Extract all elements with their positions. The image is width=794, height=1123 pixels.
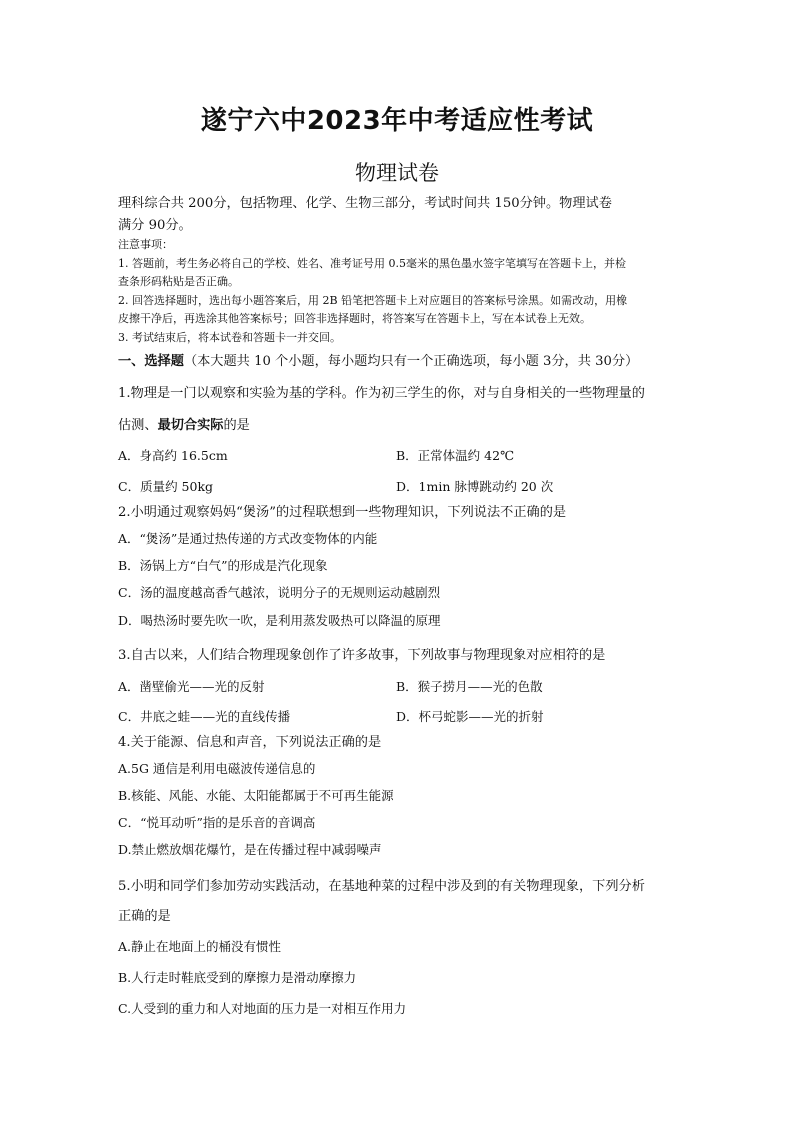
q4-option-b: B.核能、风能、水能、太阳能都属于不可再生能源 <box>118 788 394 803</box>
q2-option-a: A．“煲汤”是通过热传递的方式改变物体的内能 <box>118 531 378 546</box>
q2-option-c: C．汤的温度越高香气越浓，说明分子的无规则运动越剧烈 <box>118 585 441 600</box>
note-item: 2. 回答选择题时，选出每小题答案后，用 2B 铅笔把答题卡上对应题目的答案标号涂黑。如需改动，用橡 <box>118 294 628 307</box>
q5-option-b: B.人行走时鞋底受到的摩擦力是滑动摩擦力 <box>118 970 357 985</box>
q1-stem-cont <box>118 414 250 433</box>
q3-option-d: D．杯弓蛇影——光的折射 <box>396 709 544 724</box>
intro-line-1: 理科综合共 200分，包括物理、化学、生物三部分，考试时间共 150分钟。物理试卷 <box>118 196 612 211</box>
q5-stem: 5.小明和同学们参加劳动实践活动，在基地种菜的过程中涉及到的有关物理现象，下列分析 <box>118 879 645 894</box>
q3-option-b: B．猴子捞月——光的色散 <box>396 679 543 694</box>
note-item: 1. 答题前，考生务必将自己的学校、姓名、准考证号用 0.5毫米的黑色墨水签字笔填写在答题卡上，并检 <box>118 257 626 270</box>
section-title: 一、选择题 <box>118 354 184 369</box>
q4-option-c: C．“悦耳动听”指的是乐音的音调高 <box>118 815 316 830</box>
q5-stem-cont: 正确的是 <box>118 909 171 924</box>
q1-stem-emphasis: 最切合实际 <box>157 418 224 433</box>
q2-option-b: B．汤锅上方“白气”的形成是汽化现象 <box>118 558 328 573</box>
exam-subtitle: 物理试卷 <box>355 161 439 185</box>
q4-option-a: A.5G 通信是利用电磁波传递信息的 <box>118 761 316 776</box>
intro-line-2: 满分 90分。 <box>118 218 192 233</box>
q1-option-d: D．1min 脉博跳动约 20 次 <box>396 479 554 494</box>
q1-stem-part: 估测、 <box>118 418 158 433</box>
q5-option-a: A.静止在地面上的桶没有惯性 <box>118 939 282 954</box>
q4-option-d: D.禁止燃放烟花爆竹，是在传播过程中减弱噪声 <box>118 842 382 857</box>
section-desc: （本大题共 10 个小题，每小题均只有一个正确选项，每小题 3分，共 30分） <box>183 354 639 369</box>
q1-stem-part: 的是 <box>223 418 250 433</box>
q2-stem: 2.小明通过观察妈妈“煲汤”的过程联想到一些物理知识，下列说法不正确的是 <box>118 505 567 520</box>
q1-stem: 1.物理是一门以观察和实验为基的学科。作为初三学生的你，对与自身相关的一些物理量的 <box>118 386 645 401</box>
q5-option-c: C.人受到的重力和人对地面的压力是一对相互作用力 <box>118 1001 407 1016</box>
note-item: 3. 考试结束后，将本试卷和答题卡一并交回。 <box>118 331 341 344</box>
q1-option-c: C．质量约 50kg <box>118 479 214 494</box>
section-heading <box>118 350 638 369</box>
exam-title: 遂宁六中2023年中考适应性考试 <box>200 106 594 136</box>
q2-option-d: D．喝热汤时要先吹一吹，是利用蒸发吸热可以降温的原理 <box>118 613 441 628</box>
q3-option-c: C．井底之蛙——光的直线传播 <box>118 709 291 724</box>
q3-option-a: A．凿壁偷光——光的反射 <box>118 679 265 694</box>
q4-stem: 4.关于能源、信息和声音，下列说法正确的是 <box>118 735 382 750</box>
q3-stem: 3.自古以来，人们结合物理现象创作了许多故事，下列故事与物理现象对应相符的是 <box>118 648 606 663</box>
q1-option-a: A．身高约 16.5cm <box>118 448 228 463</box>
notes-heading: 注意事项： <box>118 238 173 251</box>
note-item: 皮擦干净后，再选涂其他答案标号；回答非选择题时，将答案写在答题卡上，写在本试卷上无效。 <box>118 312 591 325</box>
note-item: 查条形码粘贴是否正确。 <box>118 275 239 288</box>
q1-option-b: B．正常体温约 42℃ <box>396 448 515 463</box>
